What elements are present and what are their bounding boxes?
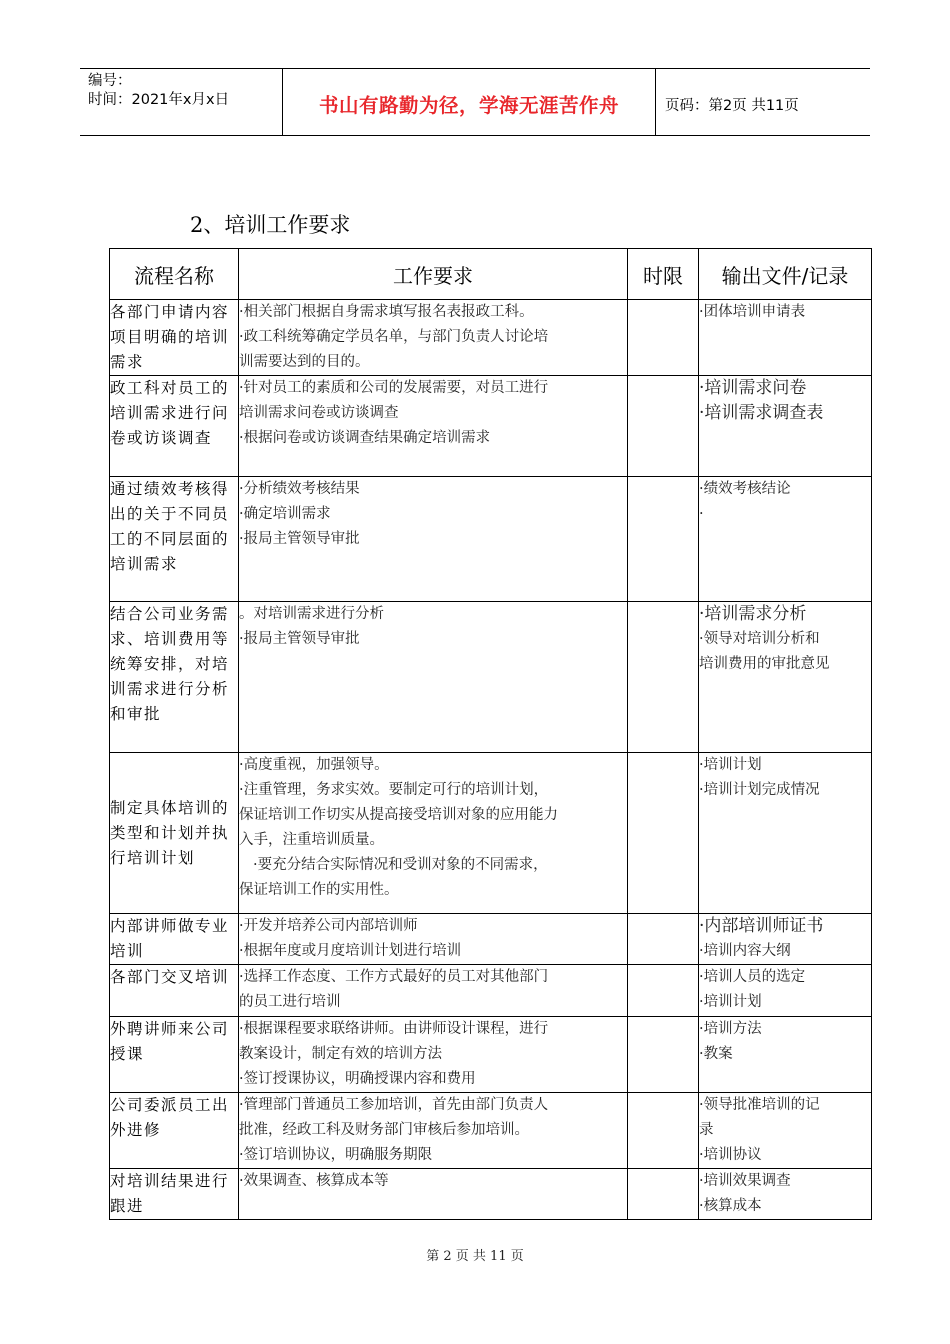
requirement-line: ·分析绩效考核结果	[239, 481, 360, 497]
requirement-line: 批准，经政工科及财务部门审核后参加培训。	[239, 1122, 529, 1138]
output-line: ·教案	[699, 1046, 733, 1062]
section-title: 2、培训工作要求	[190, 213, 351, 237]
header-motto: 书山有路勤为径，学海无涯苦作舟	[318, 94, 619, 117]
requirements-cell	[239, 376, 628, 477]
time-limit-cell	[628, 300, 699, 376]
page-header	[80, 68, 870, 136]
output-cell	[699, 753, 872, 914]
output-cell	[699, 376, 872, 477]
process-name: 对培训结果进行跟进	[110, 1169, 239, 1220]
requirement-line: 入手，注重培训质量。	[239, 832, 384, 848]
output-cell	[699, 1017, 872, 1093]
output-line: ·核算成本	[699, 1198, 762, 1214]
output-line: 培训费用的审批意见	[699, 656, 830, 672]
requirement-line: ·根据问卷或访谈调查结果确定培训需求	[239, 430, 491, 446]
table-header-row	[110, 249, 872, 300]
requirement-line: ·签订授课协议，明确授课内容和费用	[239, 1071, 476, 1087]
output-cell	[699, 914, 872, 965]
table-row	[110, 1169, 872, 1220]
requirement-line: ·相关部门根据自身需求填写报名表报政工科。	[239, 304, 534, 320]
output-cell	[699, 965, 872, 1017]
table-row	[110, 1017, 872, 1093]
time-limit-cell	[628, 477, 699, 602]
table-row	[110, 300, 872, 376]
time-limit-cell	[628, 602, 699, 753]
requirements-cell	[239, 602, 628, 753]
time-limit-cell	[628, 1093, 699, 1169]
column-header-output: 输出文件/记录	[699, 249, 872, 300]
requirement-line: 的员工进行培训	[239, 994, 341, 1010]
process-name: 公司委派员工出外进修	[110, 1093, 239, 1169]
table-row	[110, 602, 872, 753]
output-line: ·培训需求分析	[699, 604, 807, 624]
process-name: 结合公司业务需求、培训费用等统筹安排，对培训需求进行分析和审批	[110, 602, 239, 753]
output-line: ·领导对培训分析和	[699, 631, 820, 647]
header-meta	[88, 72, 229, 110]
requirements-cell	[239, 1169, 628, 1220]
column-header-time-limit: 时限	[628, 249, 699, 300]
output-line: ·培训效果调查	[699, 1173, 791, 1189]
output-cell	[699, 602, 872, 753]
output-line: ·培训协议	[699, 1147, 762, 1163]
requirement-line: ·根据年度或月度培训计划进行培训	[239, 943, 462, 959]
training-requirements-table	[109, 248, 872, 1220]
requirement-line: ·效果调查、核算成本等	[239, 1173, 389, 1189]
requirement-line: 。对培训需求进行分析	[239, 606, 384, 622]
output-line: ·团体培训申请表	[699, 304, 806, 320]
requirements-cell	[239, 1017, 628, 1093]
requirement-line: ·根据课程要求联络讲师。由讲师设计课程，进行	[239, 1021, 549, 1037]
requirement-line: 训需要达到的目的。	[239, 354, 370, 370]
process-name: 外聘讲师来公司授课	[110, 1017, 239, 1093]
requirements-cell	[239, 300, 628, 376]
output-cell	[699, 300, 872, 376]
output-line: ·培训计划完成情况	[699, 782, 820, 798]
output-line: 录	[699, 1122, 714, 1138]
requirement-line: ·选择工作态度、工作方式最好的员工对其他部门	[239, 969, 549, 985]
header-divider	[655, 69, 656, 135]
output-line: ·培训方法	[699, 1021, 762, 1037]
requirement-line: 培训需求问卷或访谈调查	[239, 405, 399, 421]
output-line: ·培训内容大纲	[699, 943, 791, 959]
table-row	[110, 914, 872, 965]
column-header-requirements: 工作要求	[239, 249, 628, 300]
requirements-cell	[239, 965, 628, 1017]
process-name: 制定具体培训的类型和计划并执行培训计划	[110, 753, 239, 914]
requirement-line: ·报局主管领导审批	[239, 631, 360, 647]
time-limit-cell	[628, 965, 699, 1017]
table-row	[110, 477, 872, 602]
requirement-line: 教案设计，制定有效的培训方法	[239, 1046, 442, 1062]
process-name: 政工科对员工的培训需求进行问卷或访谈调查	[110, 376, 239, 477]
requirement-line: ·高度重视，加强领导。	[239, 757, 389, 773]
requirements-cell	[239, 477, 628, 602]
requirements-cell	[239, 914, 628, 965]
requirement-line: 保证培训工作的实用性。	[239, 882, 399, 898]
output-line: ·培训计划	[699, 994, 762, 1010]
requirement-line: ·管理部门普通员工参加培训，首先由部门负责人	[239, 1097, 549, 1113]
output-line: ·领导批准培训的记	[699, 1097, 820, 1113]
output-line: ·绩效考核结论	[699, 481, 791, 497]
output-line: ·培训需求问卷	[699, 378, 807, 398]
requirements-cell	[239, 753, 628, 914]
output-cell	[699, 1169, 872, 1220]
page-footer: 第 2 页 共 11 页	[426, 1249, 524, 1264]
requirement-line: ·签订培训协议，明确服务期限	[239, 1147, 433, 1163]
requirement-line: ·针对员工的素质和公司的发展需要，对员工进行	[239, 380, 549, 396]
time-limit-cell	[628, 1017, 699, 1093]
requirements-cell	[239, 1093, 628, 1169]
requirement-line: ·确定培训需求	[239, 506, 331, 522]
time-limit-cell	[628, 914, 699, 965]
process-name: 内部讲师做专业培训	[110, 914, 239, 965]
document-time: 时间：2021年x月x日	[88, 92, 230, 108]
output-line: ·培训计划	[699, 757, 762, 773]
requirement-line: ·注重管理，务求实效。要制定可行的培训计划，	[239, 782, 549, 798]
requirement-line: ·开发并培养公司内部培训师	[239, 918, 418, 934]
table-row	[110, 753, 872, 914]
output-line: ·培训需求调查表	[699, 403, 824, 423]
output-cell	[699, 1093, 872, 1169]
table-row	[110, 965, 872, 1017]
requirement-line: ·政工科统筹确定学员名单，与部门负责人讨论培	[239, 329, 549, 345]
time-limit-cell	[628, 1169, 699, 1220]
document-number-label: 编号：	[88, 73, 132, 89]
header-page-code: 页码：第2页 共11页	[665, 98, 799, 114]
requirement-line: 保证培训工作切实从提高接受培训对象的应用能力	[239, 807, 558, 823]
table-row	[110, 376, 872, 477]
column-header-process: 流程名称	[110, 249, 239, 300]
process-name: 各部门交叉培训	[110, 965, 239, 1017]
output-line: ·培训人员的选定	[699, 969, 806, 985]
time-limit-cell	[628, 753, 699, 914]
table-row	[110, 1093, 872, 1169]
output-cell	[699, 477, 872, 602]
process-name: 各部门申请内容项目明确的培训需求	[110, 300, 239, 376]
output-line: ·	[699, 506, 704, 522]
process-name: 通过绩效考核得出的关于不同员工的不同层面的培训需求	[110, 477, 239, 602]
output-line: ·内部培训师证书	[699, 916, 824, 936]
requirement-line: ·要充分结合实际情况和受训对象的不同需求，	[253, 857, 548, 873]
time-limit-cell	[628, 376, 699, 477]
requirement-line: ·报局主管领导审批	[239, 531, 360, 547]
